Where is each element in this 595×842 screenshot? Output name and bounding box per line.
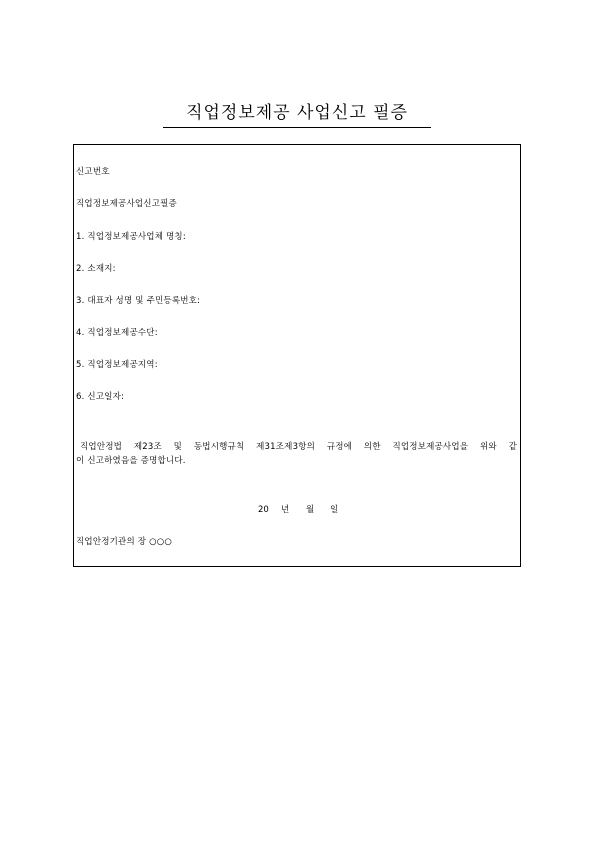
- provision-region-field: 5. 직업정보제공지역:: [76, 360, 158, 370]
- notice-line-1: 직업안정법 제23조 및 동법시행규칙 제31조제3항의 규정에 의한 직업정보제공사업을 위와 같: [80, 442, 517, 452]
- document-title: 직업정보제공 사업신고 필증: [186, 103, 408, 123]
- business-name-field: 1. 직업정보제공사업체 명칭:: [76, 232, 186, 242]
- report-number-label: 신고번호: [76, 167, 110, 177]
- notice-line-2: 이 신고하였음을 증명합니다.: [76, 456, 186, 466]
- provision-means-field: 4. 직업정보제공수단:: [76, 328, 158, 338]
- report-date-field: 6. 신고일자:: [76, 392, 125, 402]
- date-day-unit: 일: [330, 505, 339, 515]
- location-field: 2. 소재지:: [76, 264, 116, 274]
- date-year-prefix: 20: [258, 505, 269, 515]
- signatory-line: 직업안정기관의 장 ○○○: [76, 537, 172, 547]
- certificate-form: [73, 144, 521, 567]
- certification-notice: [76, 440, 517, 468]
- certificate-label: 직업정보제공사업신고필증: [76, 199, 177, 209]
- title-underline: [163, 127, 431, 128]
- representative-field: 3. 대표자 성명 및 주민등록번호:: [76, 296, 201, 306]
- date-month-unit: 월: [306, 505, 315, 515]
- date-year-unit: 년: [281, 505, 290, 515]
